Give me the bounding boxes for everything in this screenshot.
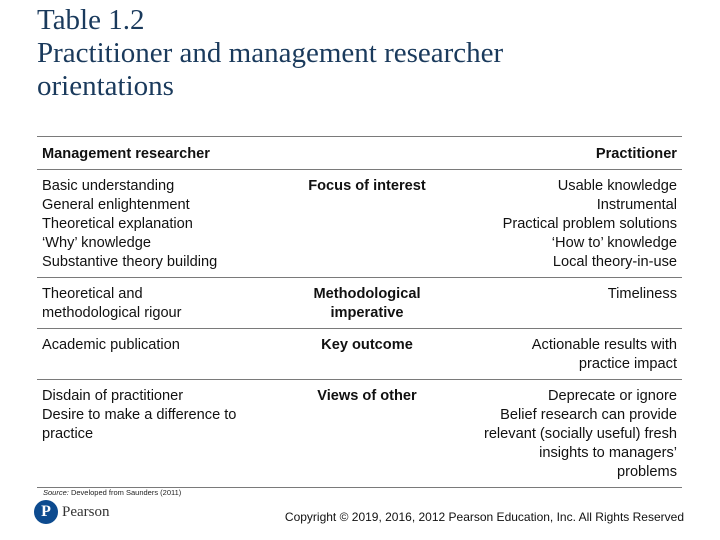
cell-line: Instrumental [596, 197, 677, 213]
pearson-logo-mark-icon: P [34, 500, 58, 524]
cell-line: relevant (socially useful) fresh [483, 426, 677, 442]
cell-line: Actionable results with [531, 337, 677, 353]
cell-line: practice [42, 426, 94, 442]
table-row [37, 380, 682, 488]
practitioner-cell [442, 177, 682, 272]
copyright-notice: Copyright © 2019, 2016, 2012 Pearson Education, Inc. All Rights Reserved [284, 510, 684, 524]
cell-line: ‘Why’ knowledge [42, 235, 151, 251]
researcher-cell [37, 336, 292, 374]
dimension-cell [292, 285, 442, 323]
cell-line: Methodological [313, 286, 421, 302]
practitioner-cell [442, 336, 682, 374]
practitioner-cell [442, 285, 682, 323]
header-middle [292, 145, 442, 164]
cell-line: Theoretical and [42, 286, 143, 302]
cell-line: Theoretical explanation [42, 216, 193, 232]
cell-line: Usable knowledge [557, 178, 677, 194]
cell-line: Substantive theory building [42, 254, 218, 270]
title-line-2: Practitioner and management researcher [37, 37, 504, 69]
cell-line: practice impact [578, 356, 677, 372]
pearson-logo [34, 500, 110, 524]
practitioner-cell [442, 387, 682, 482]
cell-line: Key outcome [321, 337, 413, 353]
dimension-cell [292, 387, 442, 482]
cell-line: problems [616, 464, 677, 480]
source-text: Developed from Saunders (2011) [68, 488, 182, 497]
cell-line: Views of other [317, 388, 417, 404]
source-note [43, 488, 181, 497]
header-practitioner: Practitioner [595, 146, 677, 162]
table-row [37, 170, 682, 278]
researcher-cell [37, 387, 292, 482]
dimension-cell [292, 336, 442, 374]
slide-title [37, 4, 697, 103]
cell-line: Academic publication [42, 337, 180, 353]
cell-line: methodological rigour [42, 305, 182, 321]
cell-line: imperative [330, 305, 404, 321]
pearson-logo-text: Pearson [62, 503, 110, 520]
researcher-cell [37, 285, 292, 323]
cell-line: insights to managers’ [539, 445, 677, 461]
cell-line: General enlightenment [42, 197, 190, 213]
header-management-researcher: Management researcher [42, 146, 210, 162]
cell-line: Basic understanding [42, 178, 175, 194]
cell-line: Local theory-in-use [552, 254, 677, 270]
cell-line: Disdain of practitioner [42, 388, 184, 404]
orientation-table [37, 136, 682, 488]
cell-line: ‘How to’ knowledge [551, 235, 677, 251]
title-line-3: orientations [37, 70, 174, 102]
title-line-1: Table 1.2 [37, 4, 145, 36]
dimension-cell [292, 177, 442, 272]
cell-line: Focus of interest [308, 178, 426, 194]
cell-line: Deprecate or ignore [548, 388, 677, 404]
cell-line: Practical problem solutions [502, 216, 677, 232]
cell-line: Belief research can provide [500, 407, 677, 423]
table-header-row [37, 137, 682, 170]
researcher-cell [37, 177, 292, 272]
table-row [37, 278, 682, 329]
cell-line: Desire to make a difference to [42, 407, 237, 423]
table-row [37, 329, 682, 380]
cell-line: Timeliness [607, 286, 677, 302]
source-label: Source: [43, 488, 69, 497]
